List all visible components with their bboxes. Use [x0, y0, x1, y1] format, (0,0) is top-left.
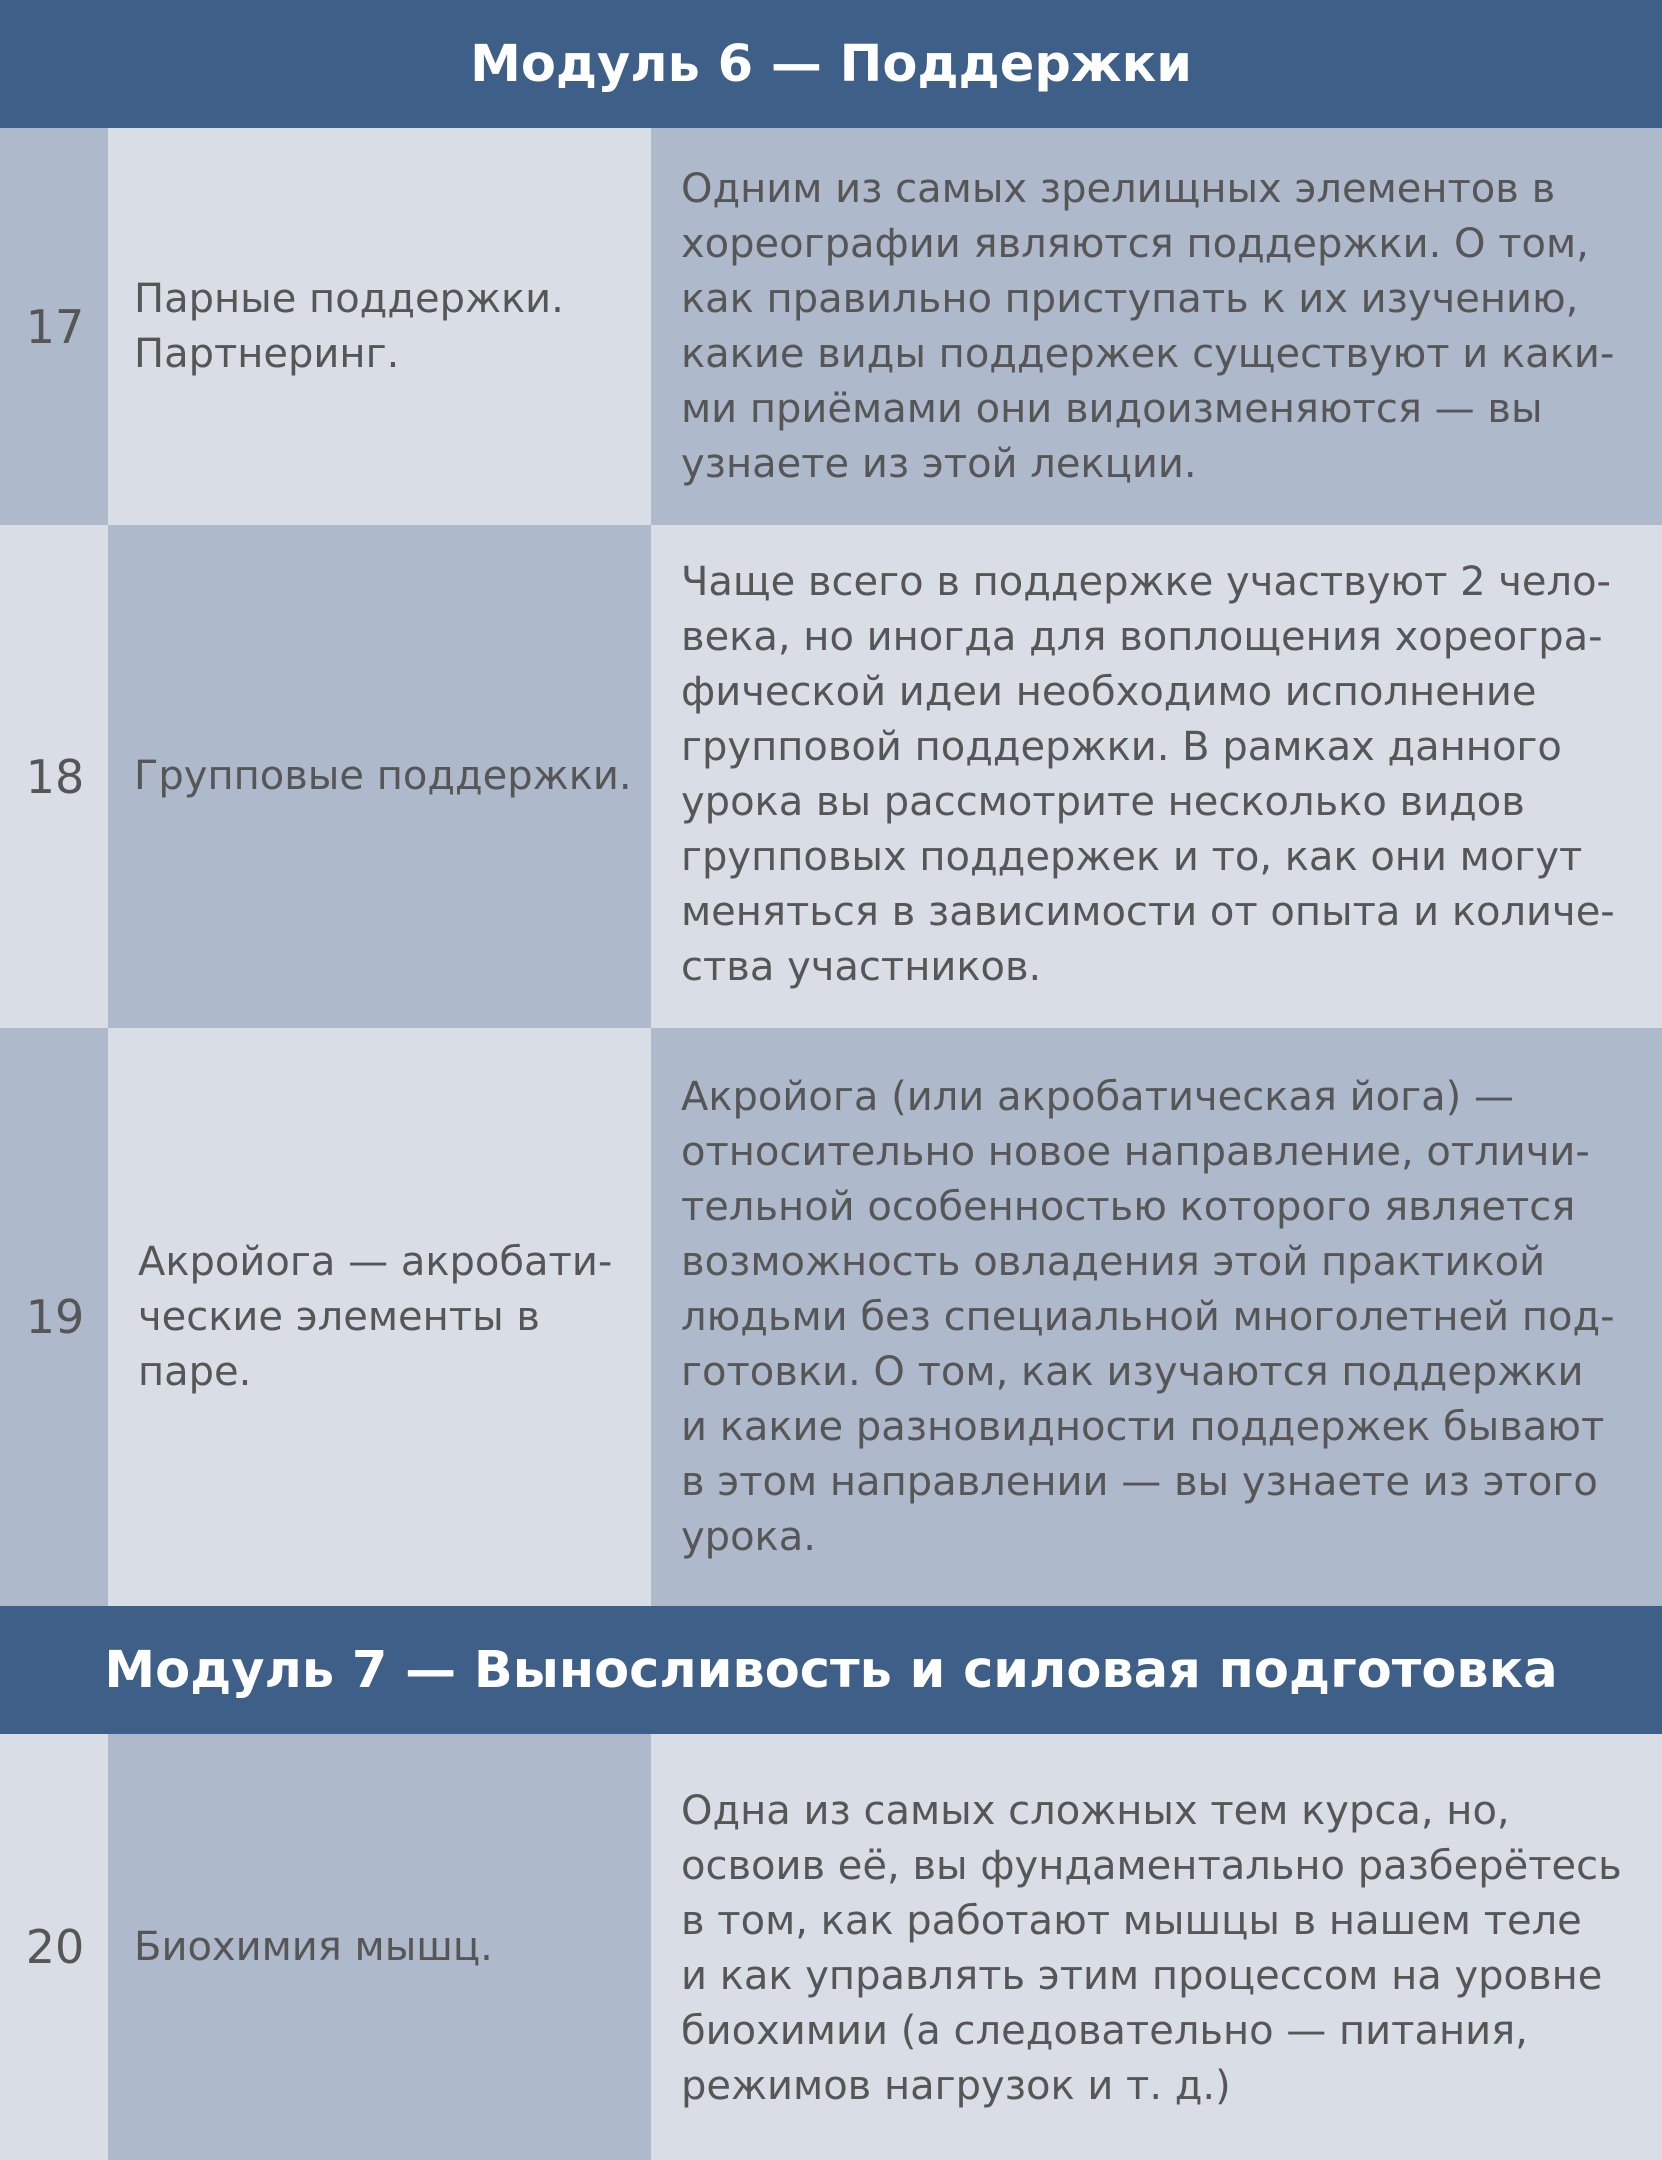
- lesson-title-cell: [108, 1734, 651, 2160]
- lesson-description-cell: [651, 525, 1662, 1028]
- lesson-title-cell: [108, 1028, 651, 1606]
- lesson-title-cell: [108, 128, 651, 525]
- table-row: [0, 525, 1662, 1028]
- lesson-description: Одним из самых зрелищных элементов в хореографии являются поддержки. О том, как правильно приступать к их изучению, какие виды поддержек существуют и каки- ми приёмами они видоизменяются — вы узнаете из этой лекции.: [681, 166, 1615, 487]
- lesson-number-cell: [0, 1028, 108, 1606]
- lesson-number-cell: [0, 525, 108, 1028]
- module-title: Модуль 7 — Выносливость и силовая подготовка: [104, 1640, 1558, 1700]
- lesson-title: Парные поддержки. Партнеринг.: [134, 275, 564, 377]
- lesson-number-cell: [0, 128, 108, 525]
- lesson-number-cell: [0, 1734, 108, 2160]
- lesson-description-cell: [651, 128, 1662, 525]
- lesson-title: Групповые поддержки.: [134, 753, 632, 799]
- lesson-number: 19: [25, 1290, 85, 1344]
- lesson-description: Одна из самых сложных тем курса, но, освоив её, вы фундаментально разберётесь в том, как работают мышцы в нашем теле и как управлять этим процессом на уровне биохимии (а следовательно — питания, режимов нагрузок и т. д.): [681, 1788, 1622, 2109]
- lesson-number: 20: [25, 1920, 85, 1974]
- table-row: [0, 1734, 1662, 2160]
- lesson-description-cell: [651, 1734, 1662, 2160]
- lesson-title: Акройога — акробати- ческие элементы в паре.: [138, 1238, 613, 1395]
- table-row: [0, 1028, 1662, 1606]
- lesson-description: Чаще всего в поддержке участвуют 2 чело- века, но иногда для воплощения хореогра- фической идеи необходимо исполнение групповой поддержки. В рамках данного урока вы рассмотрите несколько видов групповых поддержек и то, как они могут меняться в зависимости от опыта и количе- ства участников.: [681, 559, 1615, 990]
- module-header: [0, 0, 1662, 128]
- lesson-number: 17: [25, 299, 85, 354]
- table-row: [0, 128, 1662, 525]
- module-header: [0, 1606, 1662, 1734]
- lesson-title-cell: [108, 525, 651, 1028]
- lesson-title: Биохимия мышц.: [134, 1923, 493, 1970]
- lesson-description: Акройога (или акробатическая йога) — относительно новое направление, отличи- тельной особенностью которого является возможность овладения этой практикой людьми без специальной многолетней под- готовки. О том, как изучаются поддержки и какие разновидности поддержек бывают в этом направлении — вы узнаете из этого урока.: [681, 1074, 1615, 1560]
- lesson-description-cell: [651, 1028, 1662, 1606]
- lesson-number: 18: [25, 749, 85, 804]
- module-title: Модуль 6 — Поддержки: [470, 34, 1192, 94]
